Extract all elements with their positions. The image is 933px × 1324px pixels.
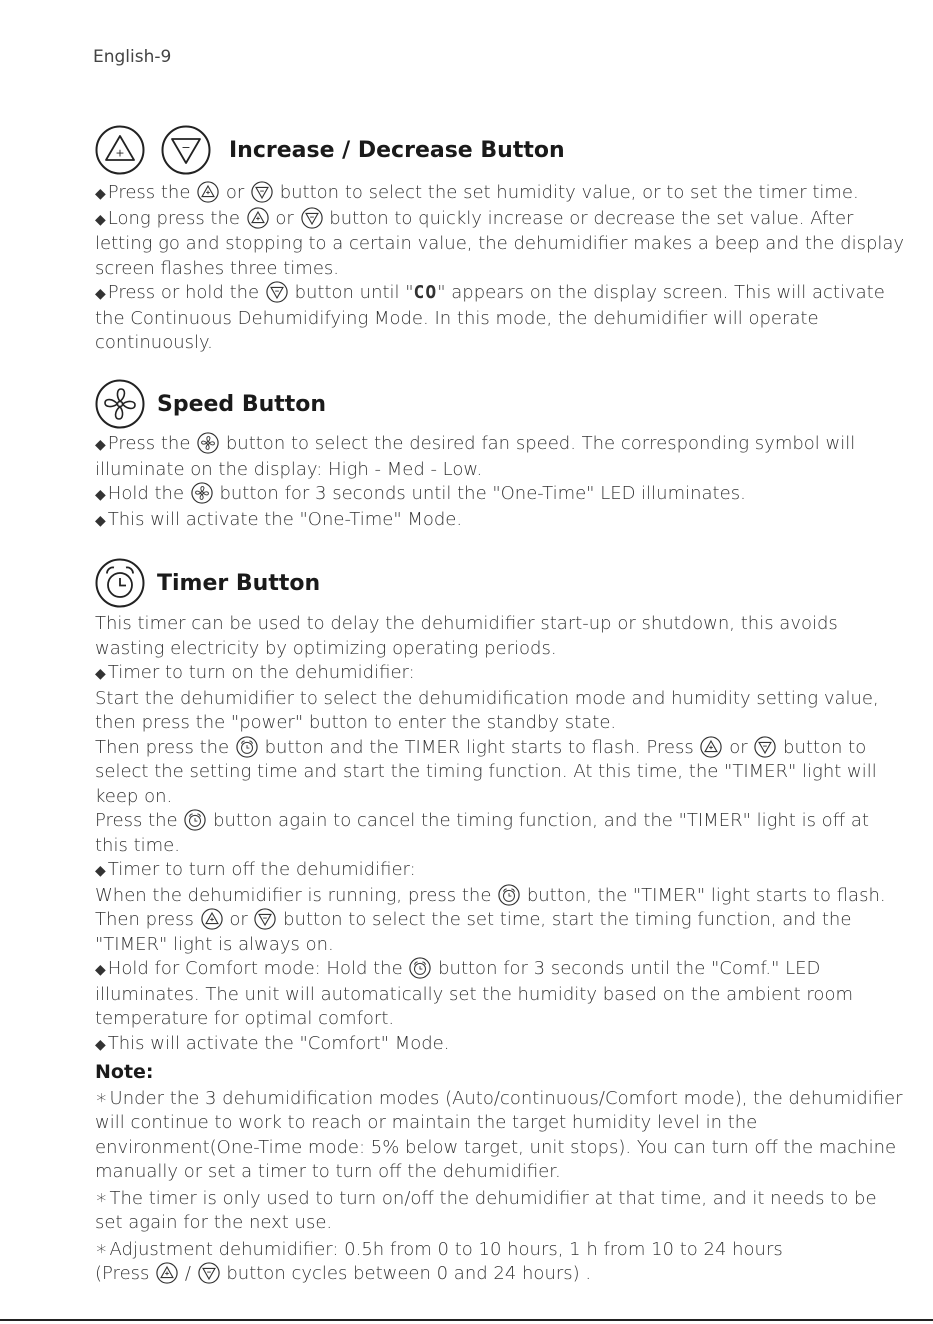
timer-body — [95, 612, 905, 1287]
fan-button-icon — [191, 482, 213, 504]
clock-button-icon — [236, 736, 258, 758]
clock-button-icon — [184, 809, 206, 831]
decrease-button-icon — [161, 125, 211, 175]
list-item: ◆ Press the button to select the desired fan speed. The corresponding symbol will illuminate on the display: High - Med - Low. — [95, 433, 856, 480]
minus-glyph: − — [181, 141, 191, 154]
list-item: ◆ This will activate the "Comfort" Mode. — [95, 1032, 450, 1054]
note-item: ∗ The timer is only used to turn on/off the dehumidifier at that time, and it needs to be set again for the next use. — [95, 1184, 877, 1233]
up-button-icon — [197, 181, 219, 203]
speed-heading — [95, 379, 326, 429]
timer-button-icon — [95, 558, 145, 608]
list-item: ◆ Timer to turn on the dehumidifier: — [95, 662, 415, 683]
clock-button-icon — [409, 957, 431, 979]
up-button-icon — [201, 908, 223, 930]
page-label: English-9 — [93, 47, 172, 67]
timer-title: Timer Button — [157, 570, 321, 596]
paragraph: Start the dehumidifier to select the dehumidification mode and humidity setting value, then press the "power" button to enter the standby state. — [95, 687, 879, 733]
timer-intro: This timer can be used to delay the dehumidifier start-up or shutdown, this avoids wasting electricity by optimizing operating periods. — [95, 613, 838, 659]
list-item: ◆ Timer to turn off the dehumidifier: — [95, 859, 416, 880]
down-button-icon — [301, 207, 323, 229]
paragraph: When the dehumidifier is running, press the button, the "TIMER" light starts to flash. Then press or button to select the set time, start the timing function, and the "TIMER" light is always on. — [95, 884, 886, 955]
note-item: ∗ Adjustment dehumidifier: 0.5h from 0 to 10 hours, 1 h from 10 to 24 hours — [95, 1235, 783, 1260]
down-button-icon — [266, 281, 288, 303]
speed-title: Speed Button — [157, 391, 327, 417]
note-title: Note: — [95, 1061, 154, 1083]
note-item: ∗ Under the 3 dehumidification modes (Auto/continuous/Comfort mode), the dehumidifier will continue to work to reach or maintain the target humidity level in the environment(One-Time mode: 5% below target, unit stops). You can turn off the machine manually or set a timer to turn off the dehumidifier. — [95, 1084, 903, 1182]
list-item: ◆ Hold the button for 3 seconds until the "One-Time" LED illuminates. — [95, 483, 746, 504]
up-button-icon — [247, 207, 269, 229]
list-item: ◆ Hold for Comfort mode: Hold the button for 3 seconds until the "Comf." LED illuminates. The unit will automatically set the humidity based on the ambient room temperature for optimal comfort. — [95, 958, 853, 1029]
clock-button-icon — [498, 884, 520, 906]
down-button-icon — [254, 908, 276, 930]
note-item: (Press / button cycles between 0 and 24 hours) . — [95, 1263, 592, 1284]
paragraph: Then press the button and the TIMER light starts to flash. Press or button to select the setting time and start the timing function. At this time, the "TIMER" light will keep on. — [95, 736, 877, 807]
increase-decrease-body — [95, 181, 905, 356]
list-item: ◆ This will activate the "One-Time" Mode. — [95, 508, 463, 530]
bottom-rule — [0, 1319, 933, 1321]
paragraph: Press the button again to cancel the timing function, and the "TIMER" light is off at this time. — [95, 810, 869, 856]
timer-heading — [95, 558, 320, 608]
list-item: ◆ Press or hold the button until "CO" appears on the display screen. This will activate the Continuous Dehumidifying Mode. In this mode, the dehumidifier will operate continuously. — [95, 282, 885, 353]
up-button-icon — [700, 736, 722, 758]
display-code: CO — [413, 282, 438, 303]
list-item: ◆ Press the or button to select the set humidity value, or to set the timer time. — [95, 182, 859, 203]
down-button-icon — [251, 181, 273, 203]
down-button-icon — [198, 1262, 220, 1284]
plus-glyph: + — [115, 146, 125, 160]
down-button-icon — [754, 736, 776, 758]
list-item: ◆ Long press the or button to quickly increase or decrease the set value. After letting go and stopping to a certain value, the dehumidifier makes a beep and the display screen flashes three times. — [95, 207, 905, 279]
fan-button-icon — [197, 432, 219, 454]
speed-button-icon — [95, 379, 145, 429]
increase-button-icon — [95, 125, 145, 175]
increase-decrease-heading — [95, 125, 565, 175]
up-button-icon — [156, 1262, 178, 1284]
increase-decrease-title: Increase / Decrease Button — [229, 137, 565, 163]
speed-body — [95, 432, 905, 533]
